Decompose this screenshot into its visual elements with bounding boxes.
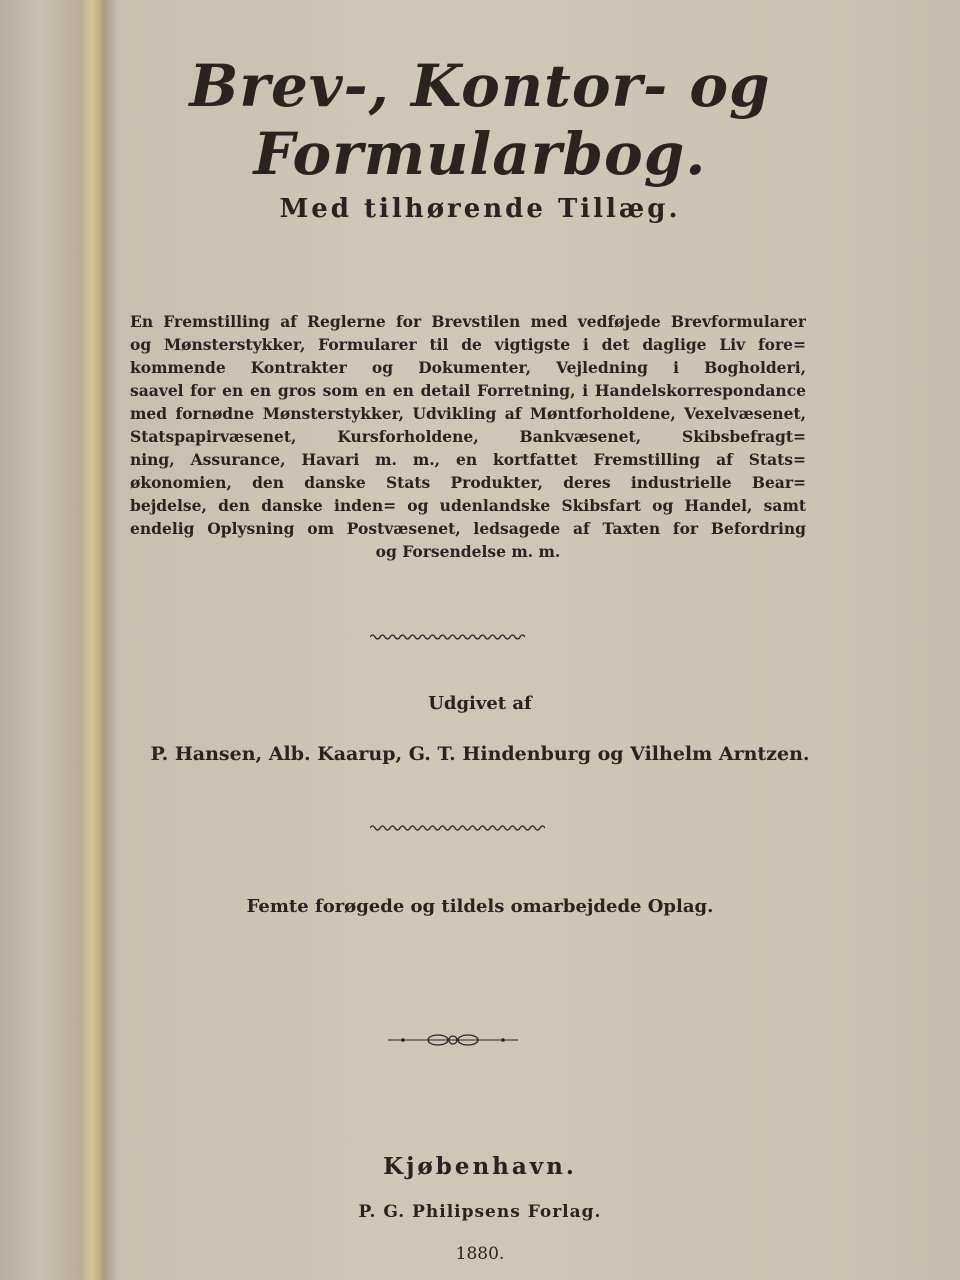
description-paragraph [130,310,806,563]
edition: Femte forøgede og tildels omarbejdede Oplag. [246,896,714,917]
description-line: Statspapirvæsenet, Kursforholdene, Bankvæsenet, Skibsbefragt= [130,427,806,446]
book-title: Brev-, Kontor- og Formularbog. [189,52,771,188]
description-line: og Forsendelse m. m. [375,542,561,561]
description-line: økonomien, den danske Stats Produkter, deres industrielle Bear= [130,473,806,492]
description-line: bejdelse, den danske inden= og udenlandske Skibsfart og Handel, samt [130,496,806,515]
published-by-label: Udgivet af [428,693,532,714]
ornament-icon [388,1030,518,1050]
book-subtitle: Med tilhørende Tillæg. [279,194,681,224]
description-line: kommende Kontrakter og Dokumenter, Vejledning i Bogholderi, [130,358,806,377]
description-line: endelig Oplysning om Postvæsenet, ledsagede af Taxten for Befordring [130,519,806,538]
description-line: med fornødne Mønsterstykker, Udvikling af Møntforholdene, Vexelvæsenet, [130,404,806,423]
wavy-divider-icon [370,824,545,832]
description-line: saavel for en en gros som en en detail Forretning, i Handelskorrespondance [130,381,806,400]
description-line: og Mønsterstykker, Formularer til de vigtigste i det daglige Liv fore= [130,335,806,354]
description-line: ning, Assurance, Havari m. m., en kortfattet Fremstilling af Stats= [130,450,806,469]
authors: P. Hansen, Alb. Kaarup, G. T. Hindenburg og Vilhelm Arntzen. [150,743,810,765]
publisher: P. G. Philipsens Forlag. [358,1202,602,1222]
publication-year: 1880. [455,1244,505,1264]
description-line: En Fremstilling af Reglerne for Brevstilen med vedføjede Brevformularer [130,312,806,331]
publication-city: Kjøbenhavn. [383,1153,577,1180]
wavy-divider-icon [370,633,525,641]
